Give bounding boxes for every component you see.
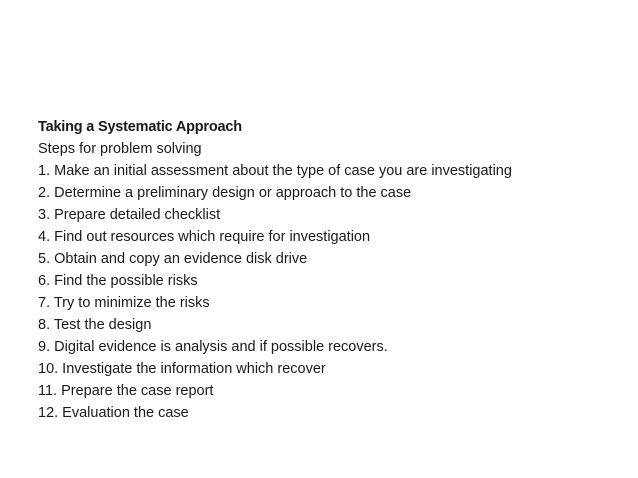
slide-title: Taking a Systematic Approach — [38, 119, 242, 135]
step-item: 1. Make an initial assessment about the type of case you are investigating — [38, 163, 512, 179]
step-item: 3. Prepare detailed checklist — [38, 207, 221, 223]
slide-content — [38, 116, 618, 424]
step-item: 11. Prepare the case report — [38, 383, 214, 399]
step-item: 5. Obtain and copy an evidence disk drive — [38, 251, 308, 267]
step-item: 4. Find out resources which require for investigation — [38, 229, 371, 245]
step-item: 7. Try to minimize the risks — [38, 295, 210, 311]
step-item: 12. Evaluation the case — [38, 405, 189, 421]
slide-subtitle: Steps for problem solving — [38, 141, 202, 157]
steps-list — [38, 160, 618, 424]
step-item: 10. Investigate the information which recover — [38, 361, 326, 377]
step-item: 8. Test the design — [38, 317, 152, 333]
step-item: 9. Digital evidence is analysis and if possible recovers. — [38, 339, 388, 355]
step-item: 6. Find the possible risks — [38, 273, 198, 289]
step-item: 2. Determine a preliminary design or approach to the case — [38, 185, 412, 201]
